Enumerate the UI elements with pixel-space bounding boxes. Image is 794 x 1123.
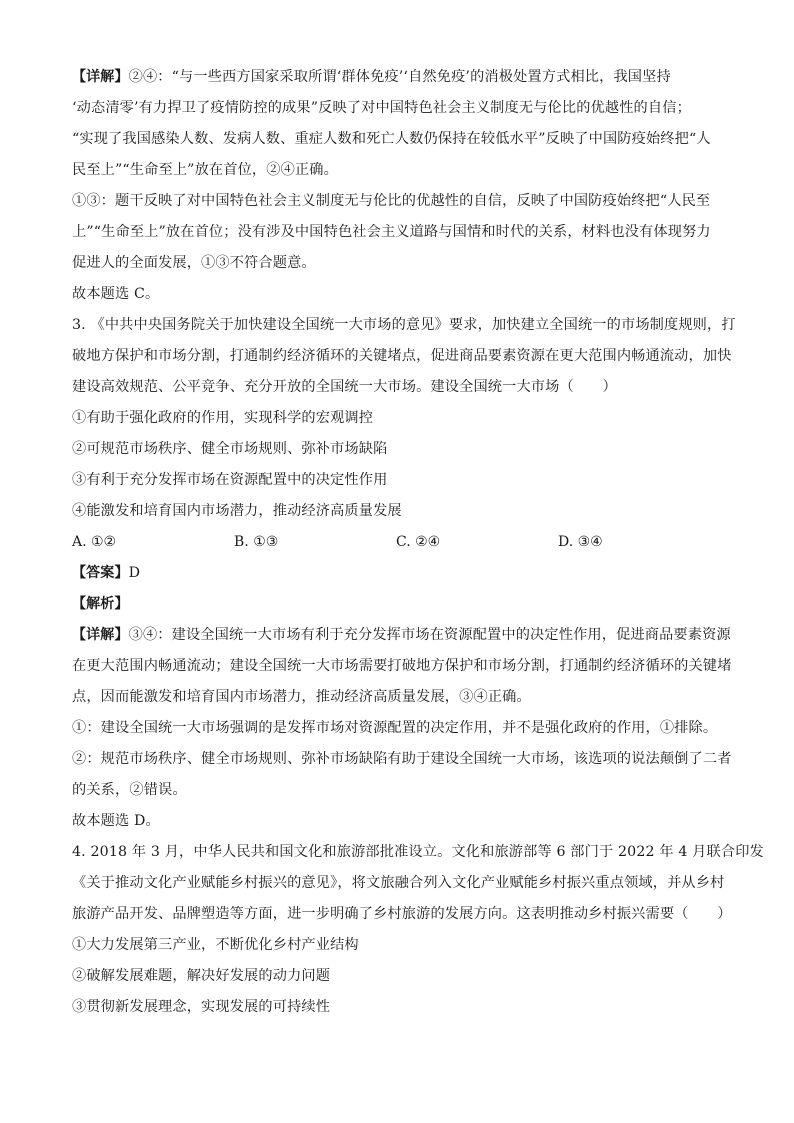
q2-conclusion: 故本题选 C。 — [72, 286, 160, 302]
q3-explain-line-2: 在更大范围内畅通流动；建设全国统一大市场需要打破地方保护和市场分割，打通制约经济循环的关键堵 — [72, 658, 732, 674]
q2-explain-line-4: 民至上”“生命至上”放在首位，②④正确。 — [72, 162, 338, 178]
q3-explain-line-1 — [72, 620, 731, 651]
q3-explain-line-6: 的关系，②错误。 — [72, 782, 187, 798]
answer-tag: 【答案】 — [72, 565, 129, 581]
q4-option-1: ①大力发展第三产业，不断优化乡村产业结构 — [72, 937, 359, 953]
choice-d: D. ③④ — [558, 534, 603, 550]
q4-stem-line-3: 旅游产品开发、品牌塑造等方面，进一步明确了乡村旅游的发展方向。这表明推动乡村振兴需要（ ） — [72, 906, 732, 922]
q3-option-1: ①有助于强化政府的作用，实现科学的宏观调控 — [72, 410, 374, 426]
q3-option-2: ②可规范市场秩序、健全市场规则、弥补市场缺陷 — [72, 441, 388, 457]
q3-explain-line-4: ①：建设全国统一大市场强调的是发挥市场对资源配置的决定作用，并不是强化政府的作用，①排除。 — [72, 720, 718, 736]
q4-option-3: ③贯彻新发展理念，实现发展的可持续性 — [72, 999, 331, 1015]
q3-stem-line-1: 3. 《中共中央国务院关于加快建设全国统一大市场的意见》要求，加快建立全国统一的市场制度规则，打 — [72, 317, 736, 333]
q3-choices — [72, 527, 724, 558]
document-page — [72, 62, 764, 1023]
q4-stem-line-2: 《关于推动文化产业赋能乡村振兴的意见》，将文旅融合列入文化产业赋能乡村振兴重点领域，并从乡村 — [72, 875, 725, 891]
q3-conclusion: 故本题选 D。 — [72, 813, 160, 829]
q3-option-3: ③有利于充分发挥市场在资源配置中的决定性作用 — [72, 472, 388, 488]
q3-answer — [72, 558, 724, 589]
explain-tag: 【详解】 — [72, 627, 129, 643]
choice-a: A. ①② — [72, 534, 117, 550]
q2-explain-line-5: ①③：题干反映了对中国特色社会主义制度无与伦比的优越性的自信，反映了中国防疫始终把“人民至 — [72, 193, 711, 209]
q4-stem-line-1: 4. 2018 年 3 月，中华人民共和国文化和旅游部批准设立。文化和旅游部等 6 部门于 2022 年 4 月联合印发 — [72, 844, 764, 860]
q2-explain-line-3: “实现了我国感染人数、发病人数、重症人数和死亡人数仍保持在较低水平”反映了中国防疫始终把“人 — [72, 131, 711, 147]
q2-explain-line-2: ‘动态清零’有力捍卫了疫情防控的成果”反映了对中国特色社会主义制度无与伦比的优越性的自信； — [72, 100, 691, 116]
q3-stem-line-3: 建设高效规范、公平竞争、充分开放的全国统一大市场。建设全国统一大市场（ ） — [72, 379, 617, 395]
q3-option-4: ④能激发和培育国内市场潜力，推动经济高质量发展 — [72, 503, 402, 519]
q2-explain-text: ②④：“与一些西方国家采取所谓‘群体免疫’‘自然免疫’的消极处置方式相比，我国坚持 — [128, 69, 671, 85]
q3-explain-line-3: 点，因而能激发和培育国内市场潜力，推动经济高质量发展，③④正确。 — [72, 689, 531, 705]
analysis-tag: 【解析】 — [72, 596, 129, 612]
answer-value: D — [128, 565, 141, 581]
q2-explain-line-7: 促进人的全面发展，①③不符合题意。 — [72, 255, 316, 271]
q3-explain-line-5: ②：规范市场秩序、健全市场规则、弥补市场缺陷有助于建设全国统一大市场，该选项的说法颠倒了二者 — [72, 751, 732, 767]
q3-stem-line-2: 破地方保护和市场分割，打通制约经济循环的关键堵点，促进商品要素资源在更大范围内畅通流动，加快 — [72, 348, 732, 364]
choice-b: B. ①③ — [234, 534, 279, 550]
choice-c: C. ②④ — [396, 534, 441, 550]
q3-explain-text: ③④：建设全国统一大市场有利于充分发挥市场在资源配置中的决定性作用，促进商品要素资源 — [128, 627, 731, 643]
explain-tag: 【详解】 — [72, 69, 129, 85]
q4-option-2: ②破解发展难题，解决好发展的动力问题 — [72, 968, 331, 984]
q2-explain-line-1 — [72, 62, 724, 93]
q2-explain-line-6: 上”“生命至上”放在首位；没有涉及中国特色社会主义道路与国情和时代的关系，材料也没有体现努力 — [72, 224, 711, 240]
